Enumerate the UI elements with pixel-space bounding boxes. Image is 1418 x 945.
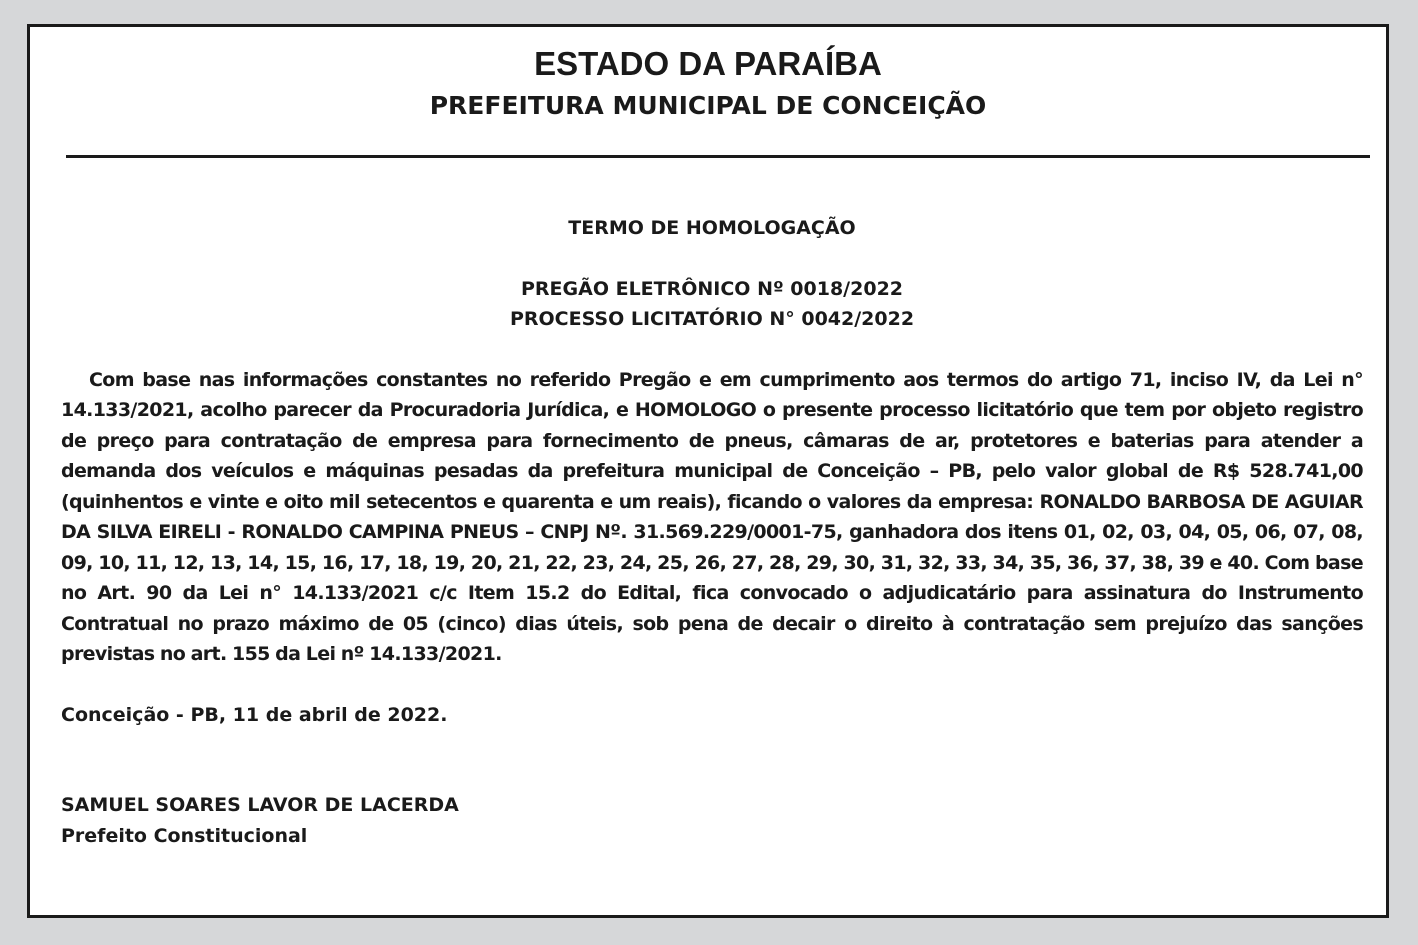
state-title: ESTADO DA PARAÍBA <box>534 45 882 82</box>
signer-name: SAMUEL SOARES LAVOR DE LACERDA <box>61 794 459 816</box>
signer-role: Prefeito Constitucional <box>61 824 308 847</box>
document-title: TERMO DE HOMOLOGAÇÃO <box>568 217 856 239</box>
pregao-number: PREGÃO ELETRÔNICO Nº 0018/2022 <box>520 277 904 300</box>
homologation-body: Com base nas informações constantes no referido Pregão e em cumprimento aos termos do artigo 71, inciso IV, da Lei n° 14.133/2021, acolho parecer da Procuradoria Jurídica, e HOMOLOGO o presente processo licitatório que tem por objeto registro de preço para contratação de empresa para fornecimento de pneus, câmaras de ar, protetores e baterias para atender a demanda dos veículos e máquinas pesadas da prefeitura municipal de Conceição – PB, pelo valor global de R$ 528.741,00 (quinhentos e vinte e oito mil setecentos e quarenta e um reais), ficando o valores da empresa: RONALDO BARBOSA DE AGUIAR DA SILVA EIRELI - RONALDO CAMPINA PNEUS – CNPJ Nº. 31.569.229/0001-75, ganhadora dos itens 01, 02, 03, 04, 05, 06, 07, 08, 09, 10, 11, 12, 13, 14, 15, 16, 17, 18, 19, 20, 21, 22, 23, 24, 25, 26, 27, 28, 29, 30, 31, 32, 33, 34, 35, 36, 37, 38, 39 e 40. Com base no Art. 90 da Lei n° 14.133/2021 c/c Item 15.2 do Edital, fica convocado o adjudicatário para assinatura do Instrumento Contratual no prazo máximo de 05 (cinco) dias úteis, sob pena de decair o direito à contratação sem prejuízo das sanções previstas no art. 155 da Lei nº 14.133/2021. <box>61 368 1363 665</box>
notice-frame <box>27 24 1389 918</box>
place-date: Conceição - PB, 11 de abril de 2022. <box>61 703 448 726</box>
document-content <box>61 213 1363 851</box>
header-divider <box>66 155 1370 158</box>
processo-number: PROCESSO LICITATÓRIO N° 0042/2022 <box>509 308 915 330</box>
municipality-title: PREFEITURA MUNICIPAL DE CONCEIÇÃO <box>429 91 987 120</box>
